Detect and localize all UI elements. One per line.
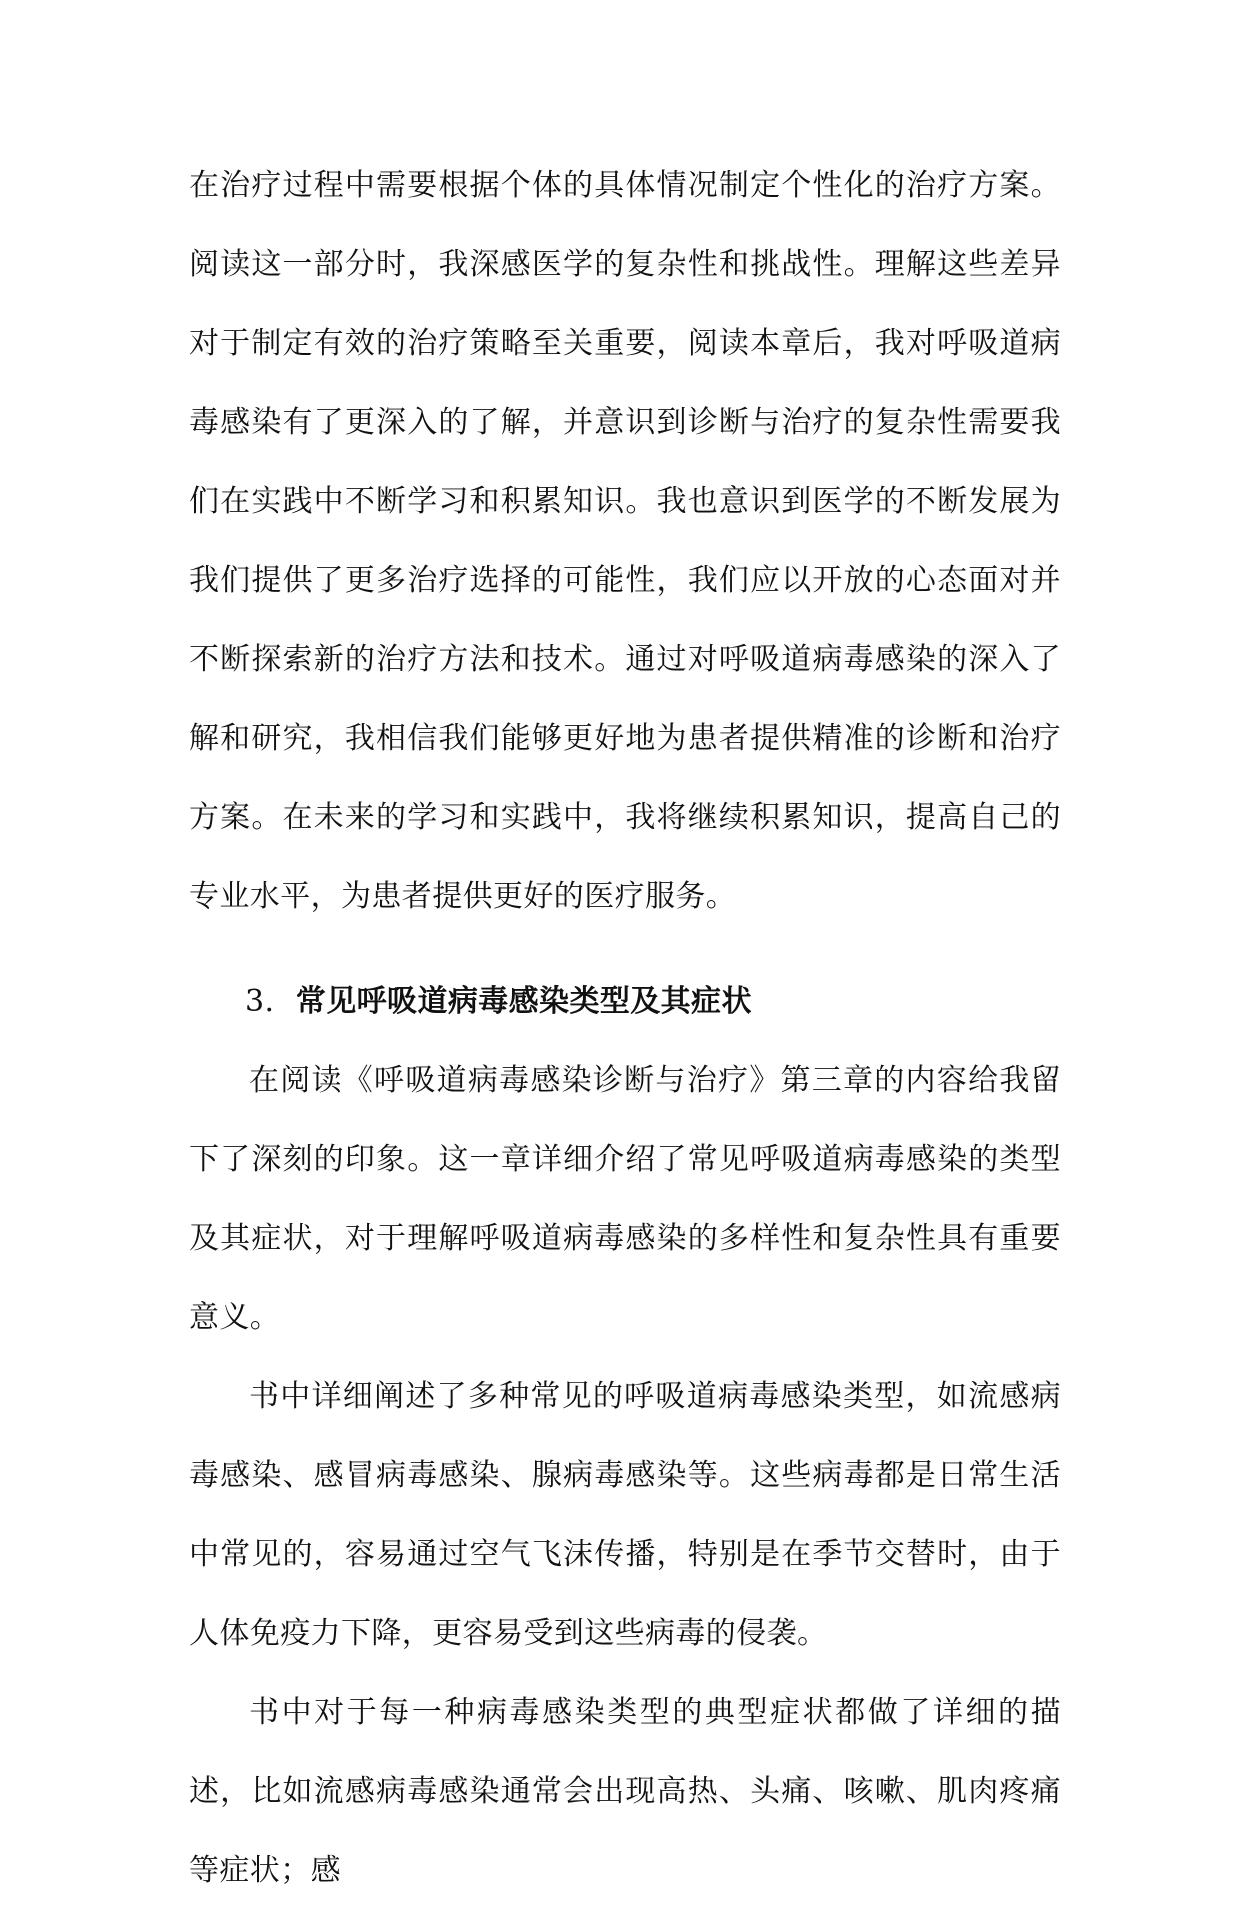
paragraph-intro: 在阅读《呼吸道病毒感染诊断与治疗》第三章的内容给我留下了深刻的印象。这一章详细介绍了常见呼吸道病毒感染的类型及其症状，对于理解呼吸道病毒感染的多样性和复杂性具有重要意义。 [189, 1063, 1061, 1335]
paragraph-types: 书中详细阐述了多种常见的呼吸道病毒感染类型，如流感病毒感染、感冒病毒感染、腺病毒感染等。这些病毒都是日常生活中常见的，容易通过空气飞沫传播，特别是在季节交替时，由于人体免疫力下降，更容易受到这些病毒的侵袭。 [189, 1379, 1061, 1651]
section-title: 常见呼吸道病毒感染类型及其症状 [295, 984, 752, 1019]
paragraph-continued: 在治疗过程中需要根据个体的具体情况制定个性化的治疗方案。阅读这一部分时，我深感医学的复杂性和挑战性。理解这些差异对于制定有效的治疗策略至关重要，阅读本章后，我对呼吸道病毒感染有了更深入的了解，并意识到诊断与治疗的复杂性需要我们在实践中不断学习和积累知识。我也意识到医学的不断发展为我们提供了更多治疗选择的可能性，我们应以开放的心态面对并不断探索新的治疗方法和技术。通过对呼吸道病毒感染的深入了解和研究，我相信我们能够更好地为患者提供精准的诊断和治疗方案。在未来的学习和实践中，我将继续积累知识，提高自己的专业水平，为患者提供更好的医疗服务。 [189, 168, 1061, 914]
section-number: 3. [245, 984, 275, 1019]
section-heading [189, 962, 1061, 1041]
document-body [189, 146, 1061, 1910]
paragraph-symptoms: 书中对于每一种病毒感染类型的典型症状都做了详细的描述，比如流感病毒感染通常会出现高热、头痛、咳嗽、肌肉疼痛等症状；感 [189, 1695, 1061, 1888]
